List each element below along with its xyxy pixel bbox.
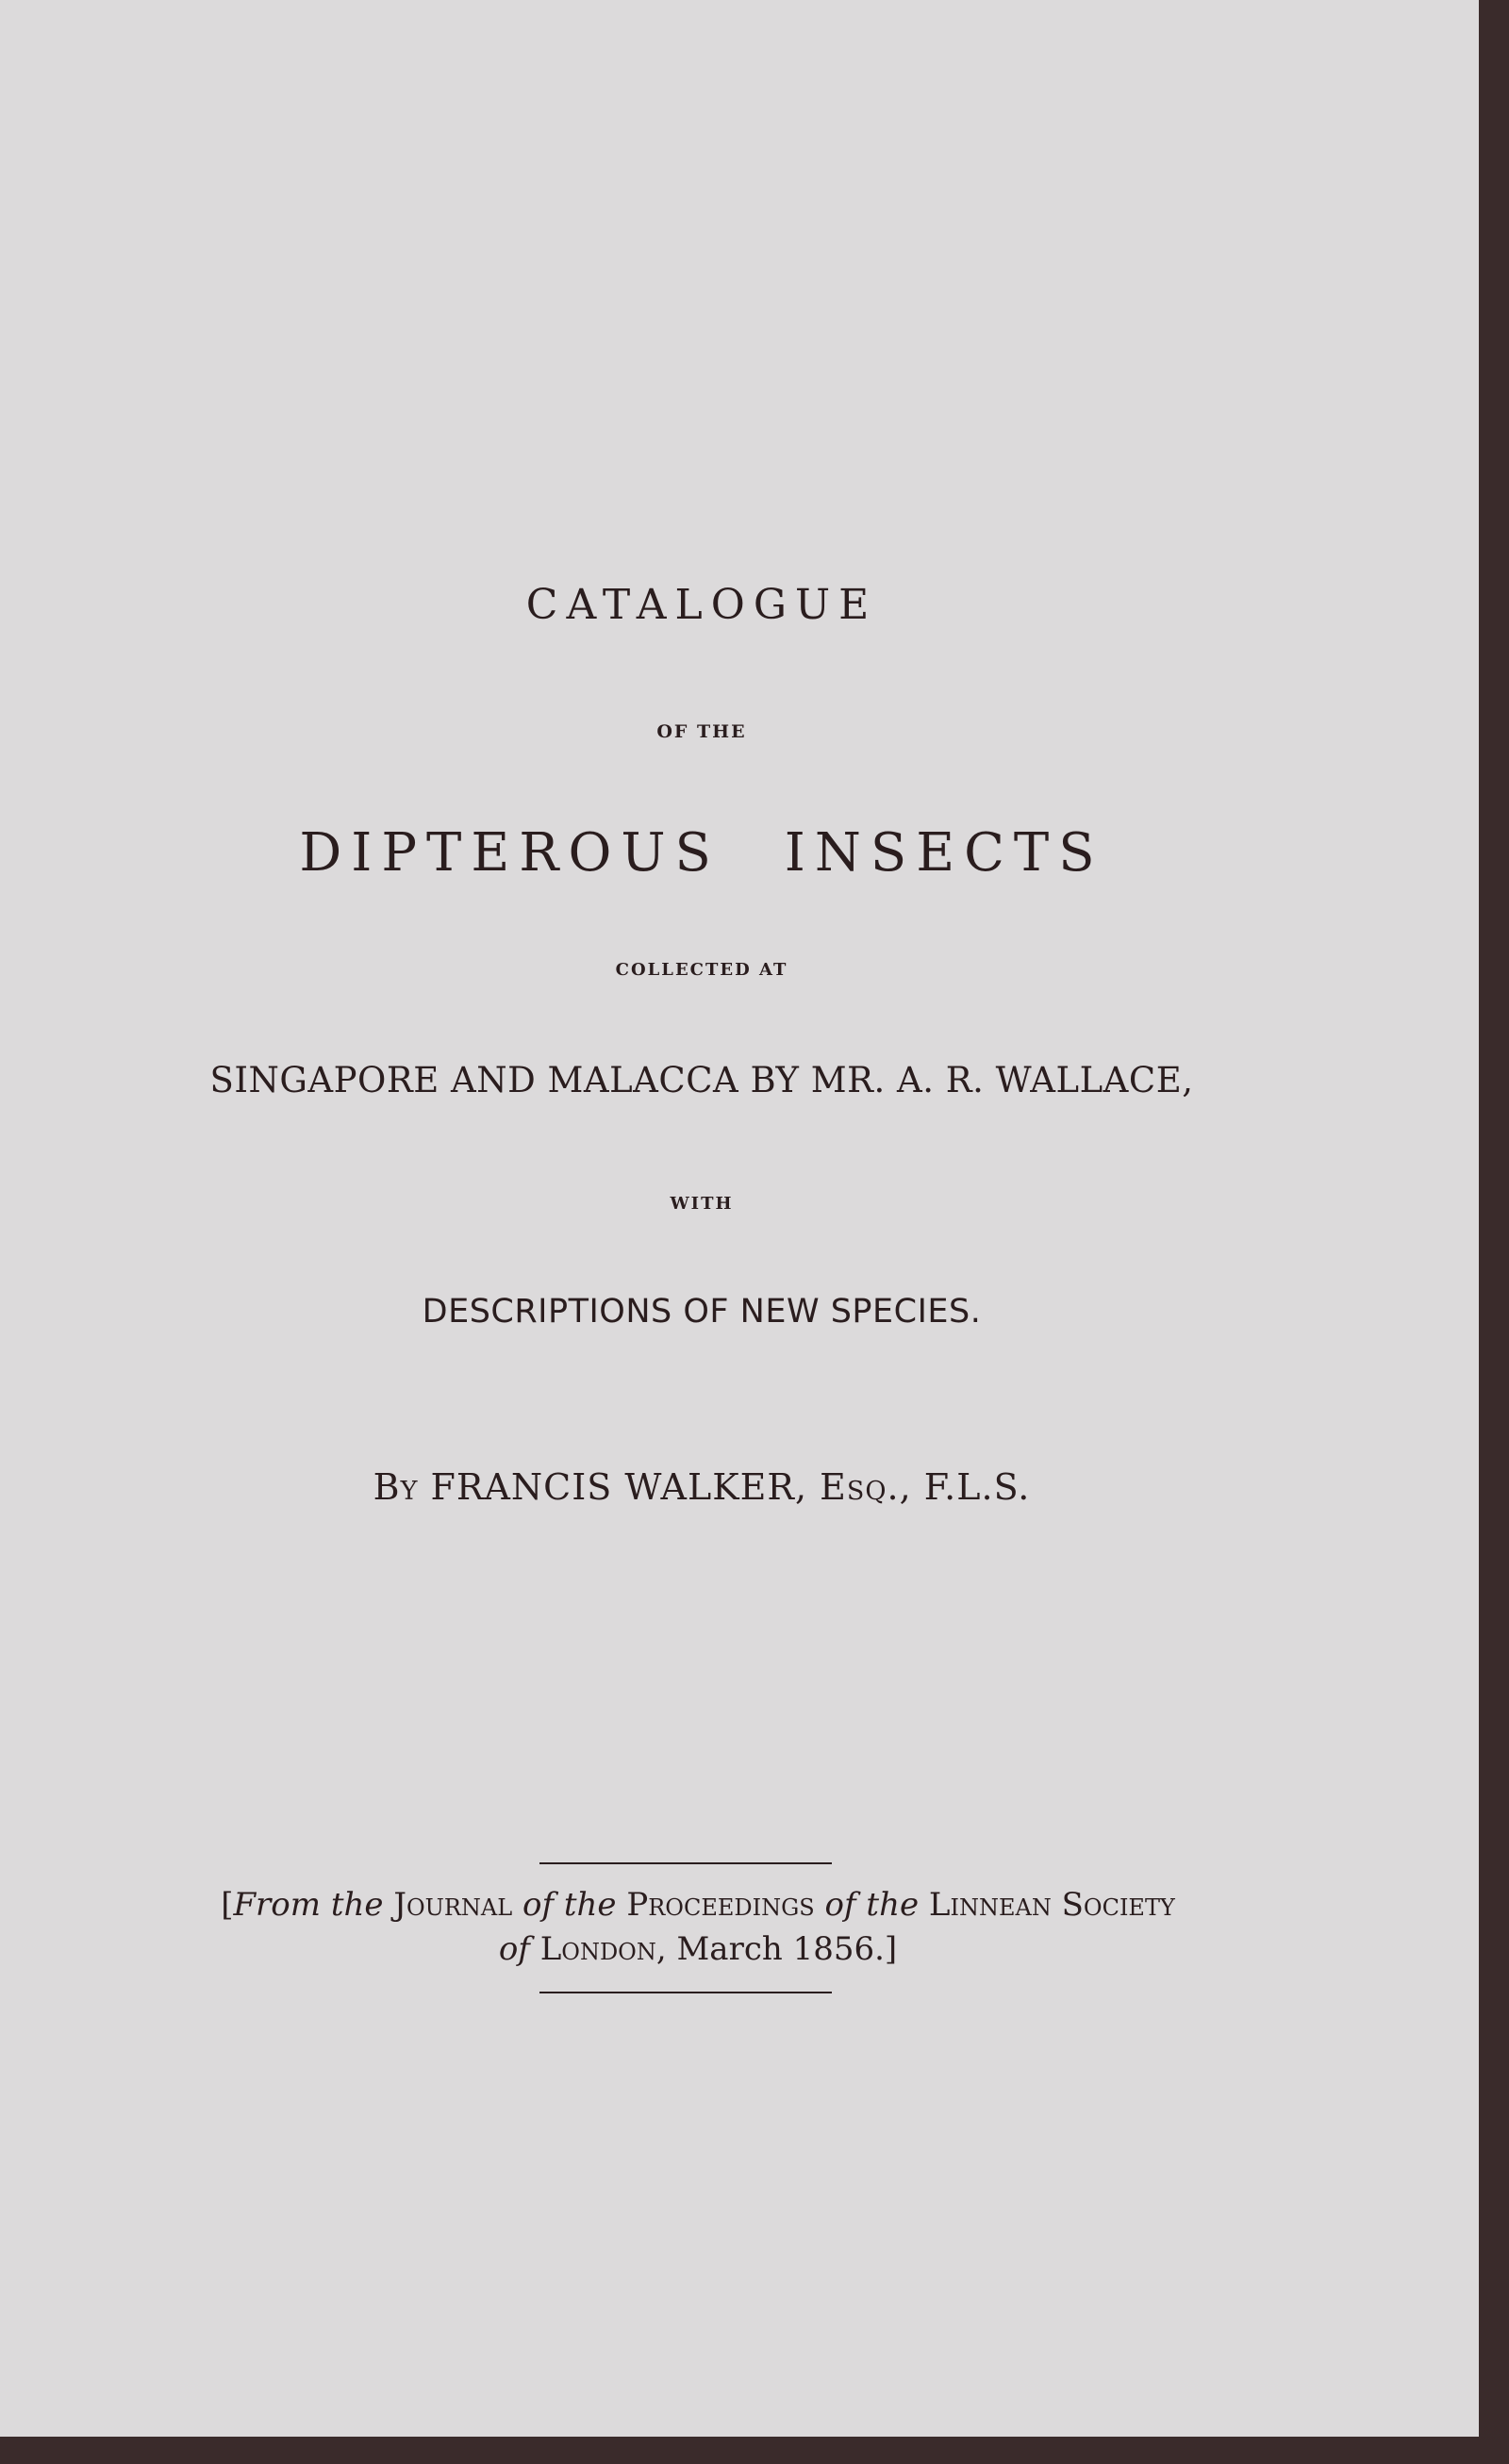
top-rule-divider	[539, 1862, 832, 1864]
author-line	[137, 1466, 1267, 1508]
of-the-text-1: of the	[522, 1886, 617, 1924]
descriptions-line: DESCRIPTIONS OF NEW SPECIES.	[422, 1293, 982, 1331]
dipterous-insects-heading: DIPTEROUS INSECTS	[299, 822, 1104, 884]
of-the-text: OF THE	[656, 721, 747, 742]
collection-location-line: SINGAPORE AND MALACCA BY MR. A. R. WALLACE,	[209, 1060, 1194, 1100]
london-text: London,	[539, 1930, 667, 1968]
of-the-text-2: of the	[824, 1886, 920, 1924]
of-text: of	[498, 1930, 530, 1968]
proceedings-text: Proceedings	[626, 1886, 815, 1924]
source-line-2	[94, 1930, 1302, 1968]
catalogue-heading: CATALOGUE	[525, 581, 878, 629]
author-suffix: Esq., F.L.S.	[820, 1466, 1031, 1508]
from-the-text: From the	[233, 1886, 384, 1924]
collected-at-text: COLLECTED AT	[615, 960, 788, 980]
journal-text: Journal	[393, 1886, 513, 1924]
source-line-1	[94, 1886, 1302, 1924]
linnean-society-text: Linnean Society	[928, 1886, 1175, 1924]
author-name: FRANCIS WALKER,	[430, 1466, 808, 1508]
open-bracket: [	[221, 1886, 234, 1924]
bottom-rule-divider	[539, 1992, 832, 1993]
with-text: WITH	[670, 1194, 734, 1214]
publication-date: March 1856.]	[676, 1930, 898, 1968]
author-by: By	[373, 1466, 419, 1508]
